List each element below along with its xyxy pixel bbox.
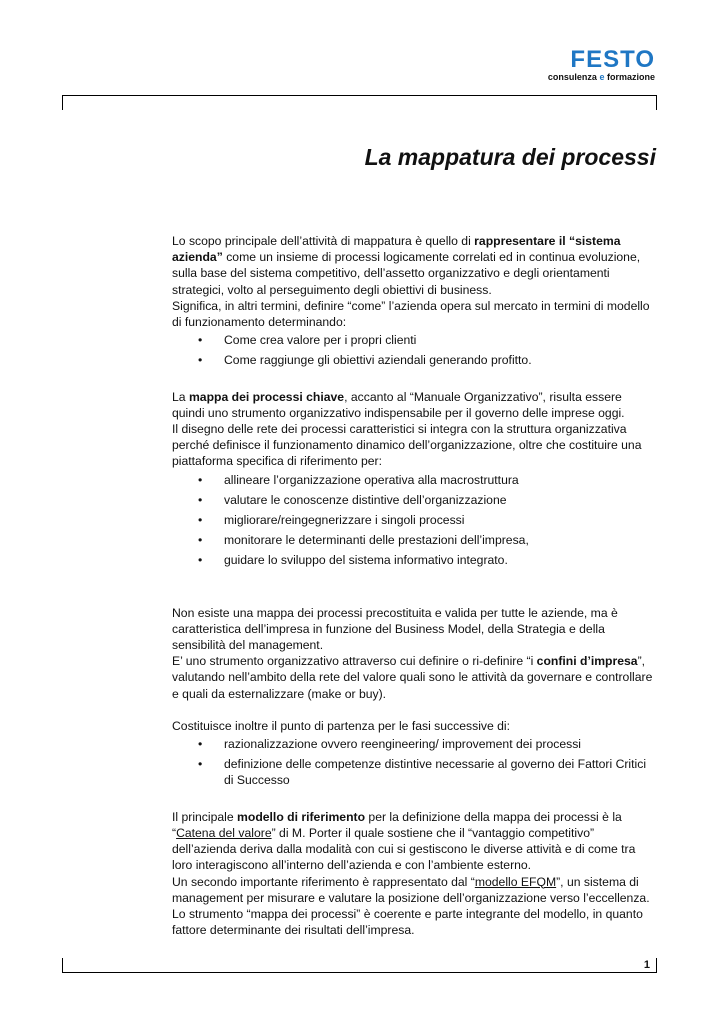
page-number: 1 [643,959,650,971]
list-platform [172,472,654,569]
bullet-icon: • [198,533,203,548]
page-title: La mappatura dei processi [364,144,656,170]
list-value [172,332,654,368]
paragraph-reference-model [172,809,654,874]
list-item-text: allineare l’organizzazione operativa alla macrostruttura [224,472,519,487]
value-chain-link[interactable]: Catena del valore [176,825,272,840]
list-item [172,512,654,528]
list-item-text: razionalizzazione ovvero reengineering/ improvement dei processi [224,737,582,752]
logo-tagline [543,72,655,83]
list-item [172,492,654,508]
footer-rule-left-tick [62,958,63,973]
text-run: Un secondo importante riferimento è rappresentato dal “ [172,874,475,889]
logo-tagline-amp: e [599,72,605,82]
bullet-icon: • [198,333,203,348]
festo-logo [543,48,655,88]
paragraph-boundaries [172,653,654,702]
paragraph-conclusion: Lo strumento “mappa dei processi” è coerente e parte integrante del modello, in quanto fattore determinante dei risultati dell’impresa. [172,906,643,938]
list-item-text: monitorare le determinanti delle prestazioni dell’impresa, [224,533,529,548]
paragraph-starting-point: Costituisce inoltre il punto di partenza per le fasi successive di: [172,718,511,733]
list-item [172,532,654,548]
footer-rule [62,972,657,973]
list-item-text: Come raggiunge gli obiettivi aziendali generando profitto. [224,353,532,368]
text-run: , accanto al “Manuale Organizzativo”, risulta essere quindi uno strumento organizzativo indispensabile per il governo delle imprese oggi. [172,389,625,420]
list-item [172,352,654,368]
bold-run: confini d’impresa [536,654,638,669]
list-item-text: guidare lo sviluppo del sistema informativo integrato. [224,553,508,568]
list-item [172,552,654,568]
bold-run: mappa dei processi chiave [188,389,345,404]
bullet-icon: • [198,737,203,752]
efqm-model-link[interactable]: modello EFQM [474,874,557,889]
logo-wordmark: FESTO [570,46,655,73]
text-run: La [172,389,189,404]
paragraph-efqm [172,874,654,906]
bullet-icon: • [198,492,203,507]
bold-run: rappresentare il “sistema azienda” [172,234,621,265]
text-run: ”, valutando nell’ambito della rete del valore quali sono le attività da governare e controllare e quali da esternalizzare (make or buy). [172,654,653,701]
list-item-text: valutare le conoscenze distintive dell’organizzazione [224,492,507,507]
list-item [172,472,654,488]
text-run: ” di M. Porter il quale sostiene che il “vantaggio competitivo” dell’azienda deriva dalla modalità con cui si gestiscono le diverse attività e di come tra loro interagiscono all’interno dell’azienda e con l’ambiente esterno. [172,825,636,873]
logo-tagline-part1: consulenza [547,72,597,82]
footer-rule-right-tick [656,958,657,973]
paragraph-meaning: Significa, in altri termini, definire “come” l’azienda opera sul mercato in termini di modello di funzionamento determinando: [172,298,650,330]
logo-tagline-part2: formazione [606,72,655,82]
document-body [172,233,654,938]
paragraph-no-standard-map: Non esiste una mappa dei processi precostituita e valida per tutte le aziende, ma è caratteristica dell’impresa in funzione del Business Model, della Strategia e della sensibilità del management. [172,605,618,653]
header-rule-right-tick [656,95,657,110]
bold-run: modello di riferimento [237,809,366,824]
bullet-icon: • [198,472,203,487]
bullet-icon: • [198,553,203,568]
bullet-icon: • [198,353,203,368]
list-item [172,332,654,348]
list-next-phases [172,736,654,789]
list-item [172,756,654,788]
paragraph-key-processes [172,389,654,421]
paragraph-intro [172,233,654,298]
text-run: come un insieme di processi logicamente correlati ed in continua evoluzione, sulla base del sistema competitivo, dell’assetto organizzativo e degli orientamenti strategici, volto al perseguimento degli obiettivi di business. [172,250,641,297]
text-run: Il principale [172,809,238,824]
bullet-icon: • [198,513,203,528]
list-item-text: Come crea valore per i propri clienti [224,333,417,348]
text-run: Lo scopo principale dell’attività di mappatura è quello di [172,234,475,248]
list-item [172,736,654,752]
list-item-text: definizione delle competenze distintive necessarie al governo dei Fattori Critici di Successo [224,757,647,788]
header-rule [62,95,657,96]
text-run: E’ uno strumento organizzativo attraverso cui definire o ri-definire “i [172,654,537,669]
bullet-icon: • [198,757,203,772]
header-rule-left-tick [62,95,63,110]
paragraph-network: Il disegno delle rete dei processi caratteristici si integra con la struttura organizzativa perché definisce il funzionamento dinamico dell’organizzazione, oltre che costituire una piattaforma specifica di riferimento per: [172,422,642,469]
text-run: per la definizione della mappa dei processi è la “ [172,809,622,840]
list-item-text: migliorare/reingegnerizzare i singoli processi [224,513,465,528]
text-run: ”, un sistema di management per misurare e valutare la posizione dell’organizzazione verso l’eccellenza. [172,874,650,905]
